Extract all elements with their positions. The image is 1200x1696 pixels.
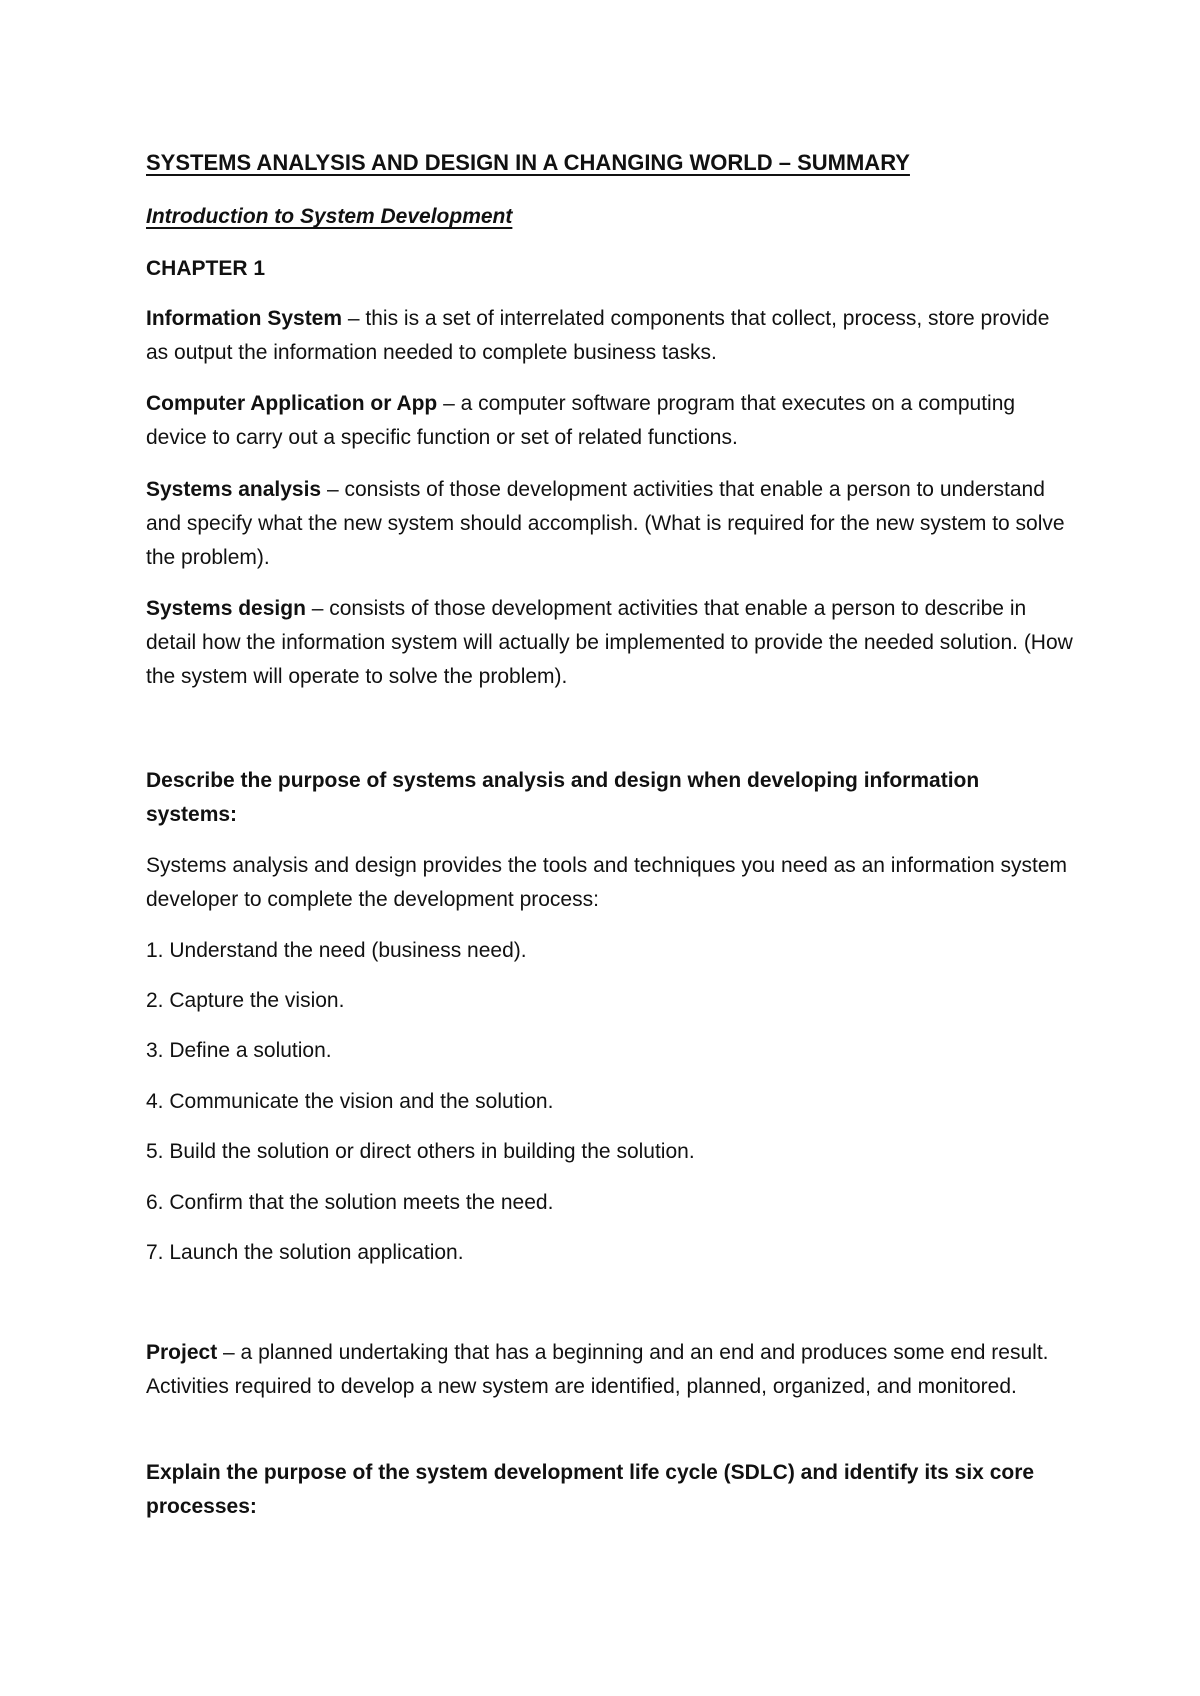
definition-term: Systems analysis [146, 478, 322, 501]
definition-text: – a planned undertaking that has a beginning and an end and produces some end result. Activities required to develop a new system are identified, planned, organized, and monitored. [146, 1341, 1049, 1398]
step-item: 7. Launch the solution application. [146, 1241, 464, 1264]
step-item: 2. Capture the vision. [146, 989, 345, 1012]
definition-term: Information System [146, 307, 343, 330]
chapter-heading: CHAPTER 1 [146, 257, 266, 280]
step-item: 6. Confirm that the solution meets the need. [146, 1191, 554, 1214]
definition-term: Project [146, 1341, 218, 1364]
step-item: 5. Build the solution or direct others in building the solution. [146, 1140, 695, 1163]
answer-intro: Systems analysis and design provides the tools and techniques you need as an information system developer to complete the development process: [146, 854, 1068, 911]
definition-information-system [146, 302, 1076, 370]
definition-text: – consists of those development activities that enable a person to describe in detail how the information system will actually be implemented to provide the needed solution. (How the system will operate to solve the problem). [146, 597, 1073, 688]
definition-term: Systems design [146, 597, 306, 620]
definition-project [146, 1336, 1076, 1404]
definition-text: – a computer software program that executes on a computing device to carry out a specific function or set of related functions. [146, 392, 1016, 449]
step-item: 4. Communicate the vision and the solution. [146, 1090, 554, 1113]
section-subtitle: Introduction to System Development [146, 205, 513, 228]
definition-term: Computer Application or App [146, 392, 438, 415]
definition-text: – consists of those development activities that enable a person to understand and specify what the new system should accomplish. (What is required for the new system to solve the problem). [146, 478, 1065, 569]
question-purpose-sad: Describe the purpose of systems analysis and design when developing information systems: [146, 769, 980, 826]
definition-systems-design [146, 592, 1076, 694]
question-sdlc: Explain the purpose of the system development life cycle (SDLC) and identify its six core processes: [146, 1461, 1035, 1518]
document-title: SYSTEMS ANALYSIS AND DESIGN IN A CHANGING WORLD – SUMMARY [146, 150, 910, 175]
definition-text: – this is a set of interrelated components that collect, process, store provide as output the information needed to complete business tasks. [146, 307, 1050, 364]
definition-computer-application [146, 387, 1076, 455]
definition-systems-analysis [146, 473, 1076, 575]
step-item: 3. Define a solution. [146, 1039, 332, 1062]
step-item: 1. Understand the need (business need). [146, 939, 527, 962]
